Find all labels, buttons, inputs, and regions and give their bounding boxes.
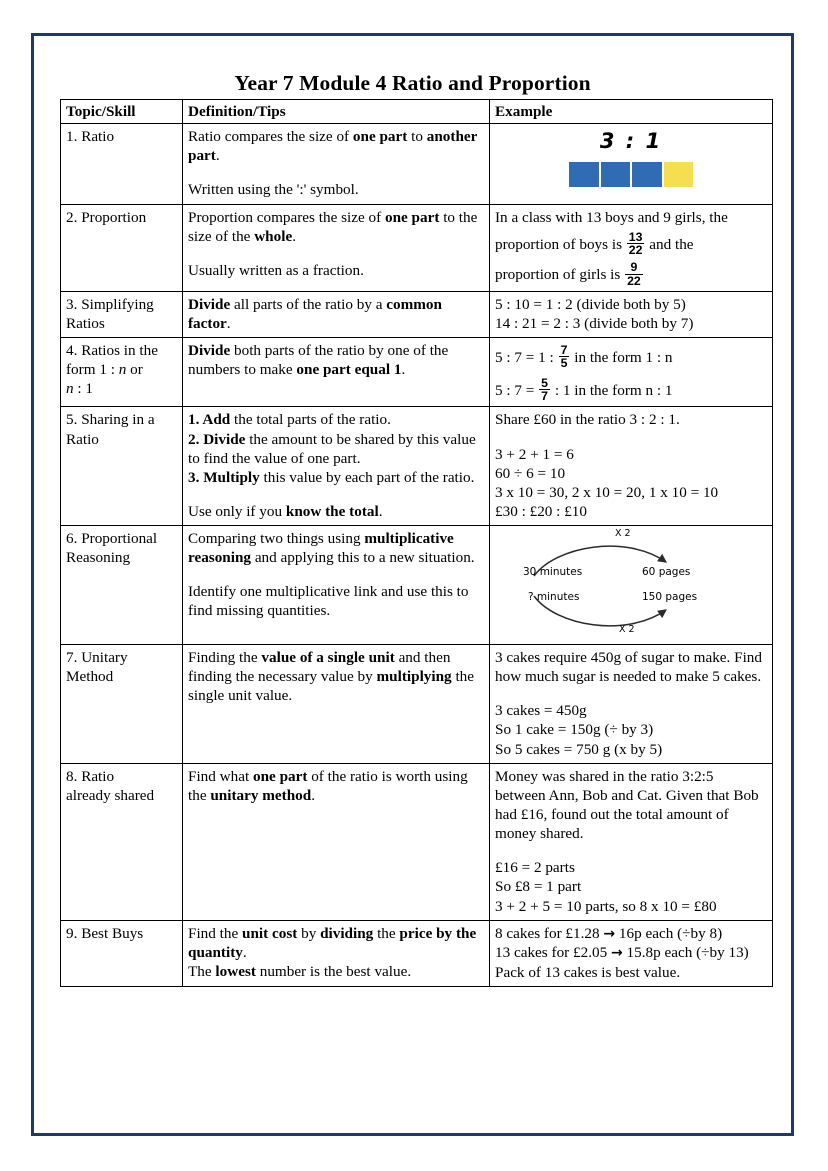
- table-row: [61, 204, 773, 291]
- ratio-bar-diagram: [495, 127, 767, 193]
- example-line: 3 + 2 + 1 = 6: [495, 445, 574, 463]
- topic-line: 6. Proportional: [66, 530, 158, 548]
- paragraph-spacer: [188, 567, 484, 582]
- example-line: £16 = 2 parts: [495, 859, 575, 877]
- table-row: [61, 291, 773, 337]
- definition-note: Usually written as a fraction.: [188, 261, 364, 279]
- page-title: Year 7 Module 4 Ratio and Proportion: [234, 71, 591, 95]
- page-border-frame: [31, 33, 794, 1136]
- definition-step: 3. Multiply this value by each part of the ratio.: [188, 468, 475, 486]
- definition-note: The lowest number is the best value.: [188, 963, 412, 981]
- topic-cell: 3. Simplifying Ratios: [61, 291, 183, 337]
- example-cell: [490, 338, 773, 407]
- definition-text: Divide all parts of the ratio by a common factor.: [188, 295, 442, 333]
- definition-cell: [183, 291, 490, 337]
- table-header-row: [61, 100, 773, 124]
- diagram-top-multiplier: X 2: [615, 528, 631, 540]
- example-line: 3 + 2 + 5 = 10 parts, so 8 x 10 = £80: [495, 897, 717, 915]
- topic-cell: 5. Sharing in a Ratio: [61, 407, 183, 526]
- example-line: 5 : 10 = 1 : 2 (divide both by 5): [495, 295, 686, 313]
- definition-cell: [183, 526, 490, 645]
- definition-step: 2. Divide the amount to be shared by this value to find the value of one part.: [188, 430, 476, 467]
- definition-text: Find what one part of the ratio is worth using the unitary method.: [188, 767, 468, 804]
- definition-cell: [183, 920, 490, 986]
- table-row: [61, 407, 773, 526]
- ratio-segment-blue: [600, 161, 632, 188]
- fraction: $\frac{7}{5}$: [560, 343, 568, 371]
- fraction: $\frac{5}{7}$: [541, 375, 549, 404]
- paragraph-spacer: [188, 165, 484, 180]
- diagram-label-top-left: 30 minutes: [523, 566, 583, 579]
- example-cell: [490, 645, 773, 764]
- paragraph-spacer: [495, 686, 767, 701]
- example-cell: [490, 407, 773, 526]
- example-line: In a class with 13 boys and 9 girls, the: [495, 208, 728, 226]
- topic-line: n : 1: [66, 380, 94, 398]
- ratio-diagram-label: 3 : 1: [599, 129, 663, 154]
- topic-cell: 1. Ratio: [61, 124, 183, 204]
- example-line: 13 cakes for £2.05 → 15.8p each (÷by 13): [495, 944, 749, 962]
- example-cell: [490, 291, 773, 337]
- definition-cell: [183, 763, 490, 920]
- table-row: [61, 763, 773, 920]
- example-line: So £8 = 1 part: [495, 878, 582, 896]
- fraction: $\frac{9}{22}$: [627, 260, 641, 288]
- paragraph-spacer: [495, 430, 767, 445]
- definition-text: Comparing two things using multiplicative reasoning and applying this to a new situation.: [188, 530, 475, 567]
- example-line: 14 : 21 = 2 : 3 (divide both by 7): [495, 315, 694, 333]
- topic-cell: [61, 338, 183, 407]
- example-line: 5 : 7 = 1 : $\frac{7}{5}$ in the form 1 : n: [495, 343, 673, 371]
- topic-cell: [61, 645, 183, 764]
- example-cell: [490, 124, 773, 204]
- topic-line: form 1 : n or: [66, 361, 143, 379]
- example-line: So 1 cake = 150g (÷ by 3): [495, 721, 654, 739]
- table-row: [61, 526, 773, 645]
- definition-cell: [183, 645, 490, 764]
- example-cell: [490, 763, 773, 920]
- example-line: Money was shared in the ratio 3:2:5 between Ann, Bob and Cat. Given that Bob had £16, found out the total amount of money shared.: [495, 767, 759, 843]
- topic-cell: 2. Proportion: [61, 204, 183, 291]
- topic-line: Method: [66, 668, 114, 686]
- definition-cell: [183, 407, 490, 526]
- example-cell: [490, 526, 773, 645]
- column-header-topic: Topic/Skill: [61, 100, 183, 124]
- right-arrow-icon: →: [610, 945, 623, 962]
- topic-line: 8. Ratio: [66, 767, 115, 785]
- fraction: $\frac{13}{22}$: [628, 229, 643, 257]
- example-line: 60 ÷ 6 = 10: [495, 464, 566, 482]
- table-row: [61, 920, 773, 986]
- topic-line: 7. Unitary: [66, 649, 128, 667]
- definition-note: Written using the ':' symbol.: [188, 181, 359, 199]
- definition-text: Finding the value of a single unit and then finding the necessary value by multiplying the single unit value.: [188, 649, 475, 705]
- topic-line: Reasoning: [66, 549, 131, 567]
- diagram-label-top-right: 60 pages: [642, 566, 691, 579]
- ratio-bar: [568, 161, 694, 188]
- right-arrow-icon: →: [603, 925, 616, 942]
- diagram-bottom-multiplier: X 2: [619, 624, 635, 636]
- definition-text: Proportion compares the size of one part to the size of the whole.: [188, 208, 478, 245]
- example-line: 3 cakes require 450g of sugar to make. Find how much sugar is needed to make 5 cakes.: [495, 649, 762, 686]
- column-header-example: Example: [490, 100, 773, 124]
- paragraph-spacer: [188, 246, 484, 261]
- diagram-label-bottom-left: ? minutes: [528, 591, 580, 604]
- example-line: proportion of boys is $\frac{13}{22}$ and the: [495, 229, 694, 257]
- diagram-label-bottom-right: 150 pages: [642, 591, 698, 604]
- definition-text: Find the unit cost by dividing the price by the quantity.: [188, 924, 477, 961]
- table-row: [61, 338, 773, 407]
- table-row: [61, 124, 773, 204]
- example-line: 3 x 10 = 30, 2 x 10 = 20, 1 x 10 = 10: [495, 483, 719, 501]
- column-header-definition: Definition/Tips: [183, 100, 490, 124]
- example-line: So 5 cakes = 750 g (x by 5): [495, 740, 663, 758]
- definition-cell: [183, 204, 490, 291]
- topic-cell: [61, 763, 183, 920]
- paragraph-spacer: [188, 487, 484, 502]
- example-line: 5 : 7 = $\frac{5}{7}$ : 1 in the form n : 1: [495, 375, 673, 404]
- example-cell: [490, 204, 773, 291]
- definition-note: Use only if you know the total.: [188, 502, 383, 520]
- example-line: Pack of 13 cakes is best value.: [495, 964, 681, 981]
- ratio-segment-blue: [631, 161, 663, 188]
- definition-text: Divide both parts of the ratio by one of the numbers to make one part equal 1.: [188, 342, 449, 379]
- definition-text: Ratio compares the size of one part to another part.: [188, 128, 478, 165]
- ratio-segment-blue: [568, 161, 600, 188]
- topic-cell: 9. Best Buys: [61, 920, 183, 986]
- topic-line: already shared: [66, 786, 155, 804]
- example-line: proportion of girls is $\frac{9}{22}$: [495, 260, 641, 288]
- reference-table: [60, 99, 773, 987]
- definition-cell: [183, 124, 490, 204]
- topic-line: 4. Ratios in the: [66, 342, 158, 360]
- example-line: 8 cakes for £1.28 → 16p each (÷by 8): [495, 924, 723, 942]
- example-cell: [490, 920, 773, 986]
- proportional-reasoning-diagram: [496, 528, 766, 640]
- definition-note: Identify one multiplicative link and use this to find missing quantities.: [188, 583, 469, 620]
- definition-step: 1. Add the total parts of the ratio.: [188, 411, 391, 429]
- example-line: Share £60 in the ratio 3 : 2 : 1.: [495, 411, 680, 429]
- definition-cell: [183, 338, 490, 407]
- topic-cell: [61, 526, 183, 645]
- table-row: [61, 645, 773, 764]
- paragraph-spacer: [495, 843, 767, 858]
- ratio-segment-yellow: [663, 161, 695, 188]
- example-line: £30 : £20 : £10: [495, 502, 587, 520]
- example-line: 3 cakes = 450g: [495, 702, 587, 720]
